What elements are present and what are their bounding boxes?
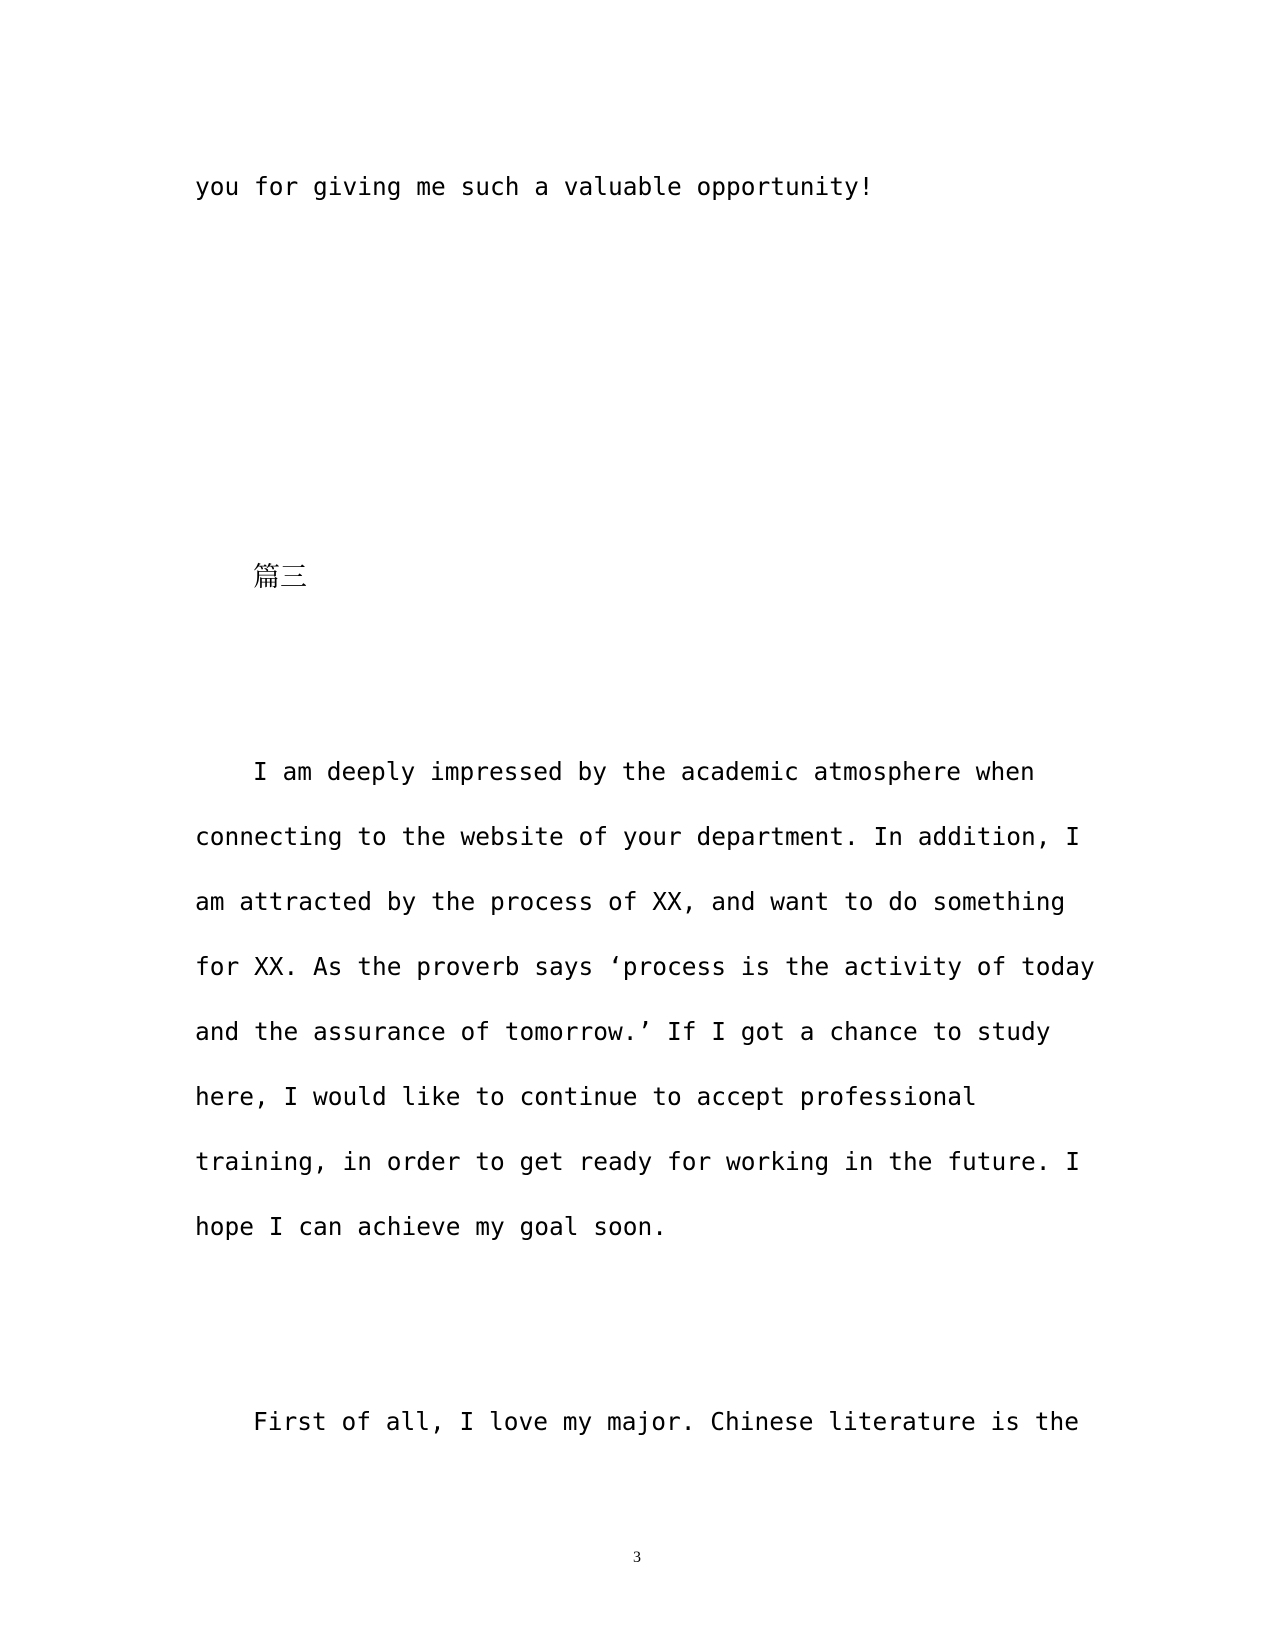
section-heading: 篇三 (253, 562, 307, 593)
paragraph-1-line: connecting to the website of your department. In addition, I (195, 822, 1081, 851)
paragraph-1-line: for XX. As the proverb says ‘process is the activity of today (195, 952, 1095, 981)
paragraph-1-line: training, in order to get ready for working in the future. I (195, 1147, 1081, 1176)
paragraph-1-line: hope I can achieve my goal soon. (195, 1212, 668, 1241)
paragraph-1-line: am attracted by the process of XX, and want to do something (195, 887, 1066, 916)
page-number: 3 (633, 1549, 641, 1566)
paragraph-1-line: here, I would like to continue to accept professional (195, 1082, 977, 1111)
paragraph-1-line: I am deeply impressed by the academic atmosphere when (253, 757, 1035, 786)
continued-text-line: you for giving me such a valuable opportunity! (195, 172, 874, 201)
paragraph-1-line: and the assurance of tomorrow.’ If I got a chance to study (195, 1017, 1051, 1046)
paragraph-2-line: First of all, I love my major. Chinese literature is the (253, 1407, 1080, 1436)
